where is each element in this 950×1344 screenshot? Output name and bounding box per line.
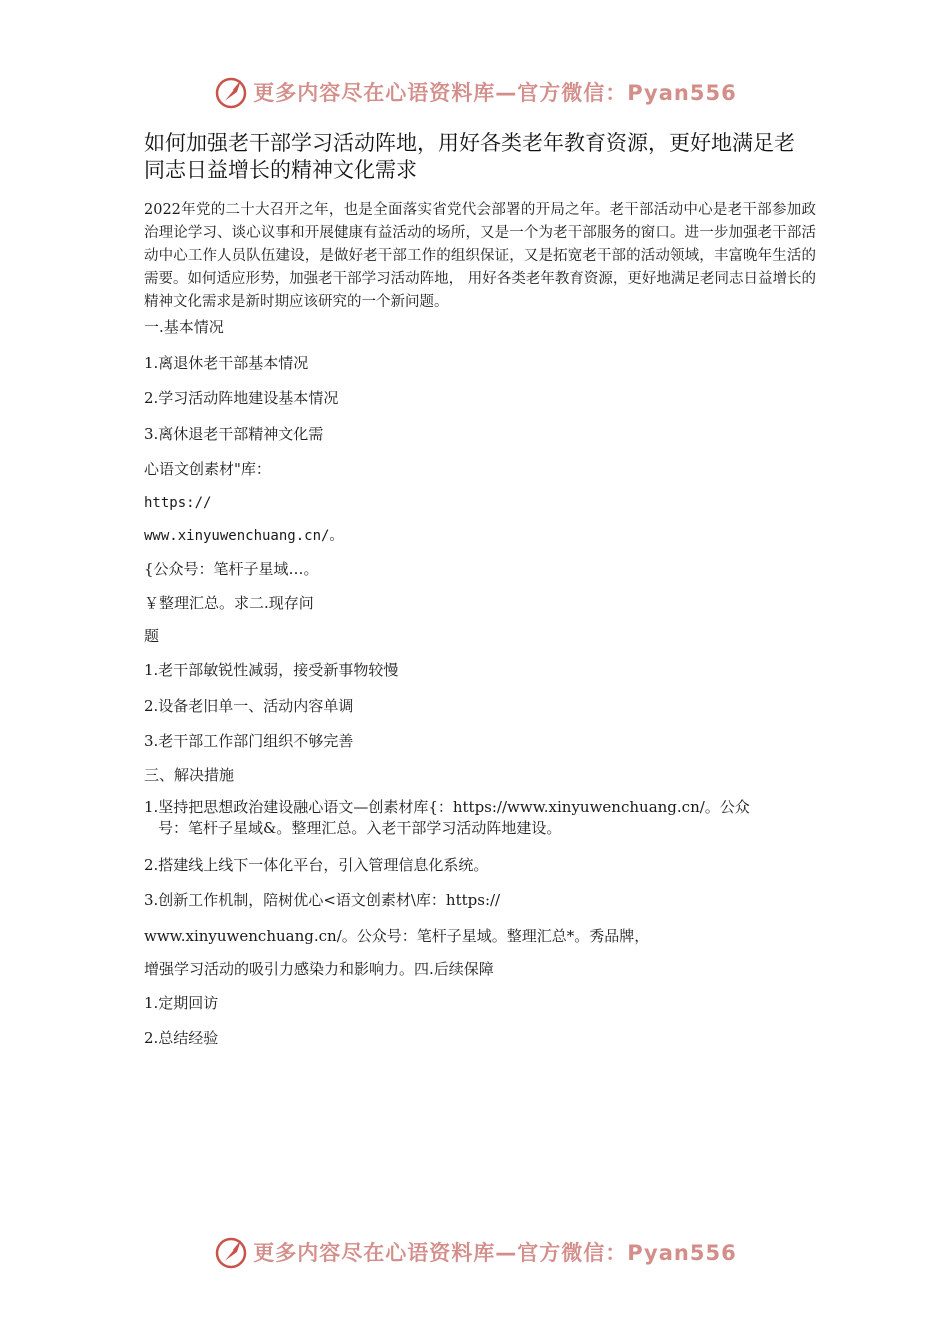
text-line: 增强学习活动的吸引力感染力和影响力。四.后续保障 — [144, 960, 494, 978]
footer-banner — [0, 1230, 950, 1274]
list-item-line: 1.坚持把思想政治建设融心语文—创素材库{：https://www.xinyuwenchuang.cn/。公众 — [144, 798, 750, 816]
list-item: 3.离休退老干部精神文化需 — [144, 425, 324, 443]
list-item: 2.设备老旧单一、活动内容单调 — [144, 697, 354, 715]
intro-paragraph: 2022年党的二十大召开之年，也是全面落实省党代会部署的开局之年。老干部活动中心是老干部参加政治理论学习、谈心议事和开展健康有益活动的场所，又是一个为老干部服务的窗口。进一步加强老干部活动中心工作人员队伍建设，是做好老干部工作的组织保证，又是拓宽老干部的活动领域，丰富晚年生活的需要。如何适应形势，加强老干部学习活动阵地， 用好各类老年教育资源，更好地满足老同志日益增长的精神文化需求是新时期应该研究的一个新问题。 — [144, 202, 816, 310]
list-item: 1.老干部敏锐性减弱，接受新事物较慢 — [144, 661, 399, 679]
list-item-line: 号：笔杆子星域&。整理汇总。入老干部学习活动阵地建设。 — [158, 819, 562, 837]
list-item — [144, 797, 824, 839]
text-line: 题 — [144, 627, 160, 645]
text-line: 心语文创素材"库： — [144, 460, 271, 478]
list-item: 2.学习活动阵地建设基本情况 — [144, 389, 339, 407]
quill-logo-icon — [213, 1234, 249, 1270]
list-item: 3.创新工作机制，陪树优心<语文创素材\库：https:// — [144, 891, 501, 909]
banner-text: 更多内容尽在心语资料库—官方微信：Pyan556 — [253, 1241, 737, 1265]
text-line: www.xinyuwenchuang.cn/。公众号：笔杆子星域。整理汇总*。秀品牌， — [144, 927, 650, 945]
url-text: www.xinyuwenchuang.cn/。 — [144, 528, 344, 544]
text-line: {公众号：笔杆子星域…。 — [144, 560, 319, 578]
list-item: 3.老干部工作部门组织不够完善 — [144, 732, 354, 750]
document-title: 如何加强老干部学习活动阵地，用好各类老年教育资源，更好地满足老同志日益增长的精神文化需求 — [144, 131, 795, 182]
quill-logo-icon — [213, 74, 249, 110]
url-text: https:// — [144, 495, 212, 511]
list-item: 1.定期回访 — [144, 994, 219, 1012]
section-heading-3: 三、解决措施 — [144, 766, 235, 784]
banner-text: 更多内容尽在心语资料库—官方微信：Pyan556 — [253, 81, 737, 105]
text-line: ￥整理汇总。求二.现存问 — [144, 594, 314, 612]
header-banner — [0, 70, 950, 114]
section-heading-1: 一.基本情况 — [144, 318, 224, 336]
list-item: 2.搭建线上线下一体化平台，引入管理信息化系统。 — [144, 856, 489, 874]
list-item: 2.总结经验 — [144, 1029, 219, 1047]
list-item: 1.离退休老干部基本情况 — [144, 354, 309, 372]
